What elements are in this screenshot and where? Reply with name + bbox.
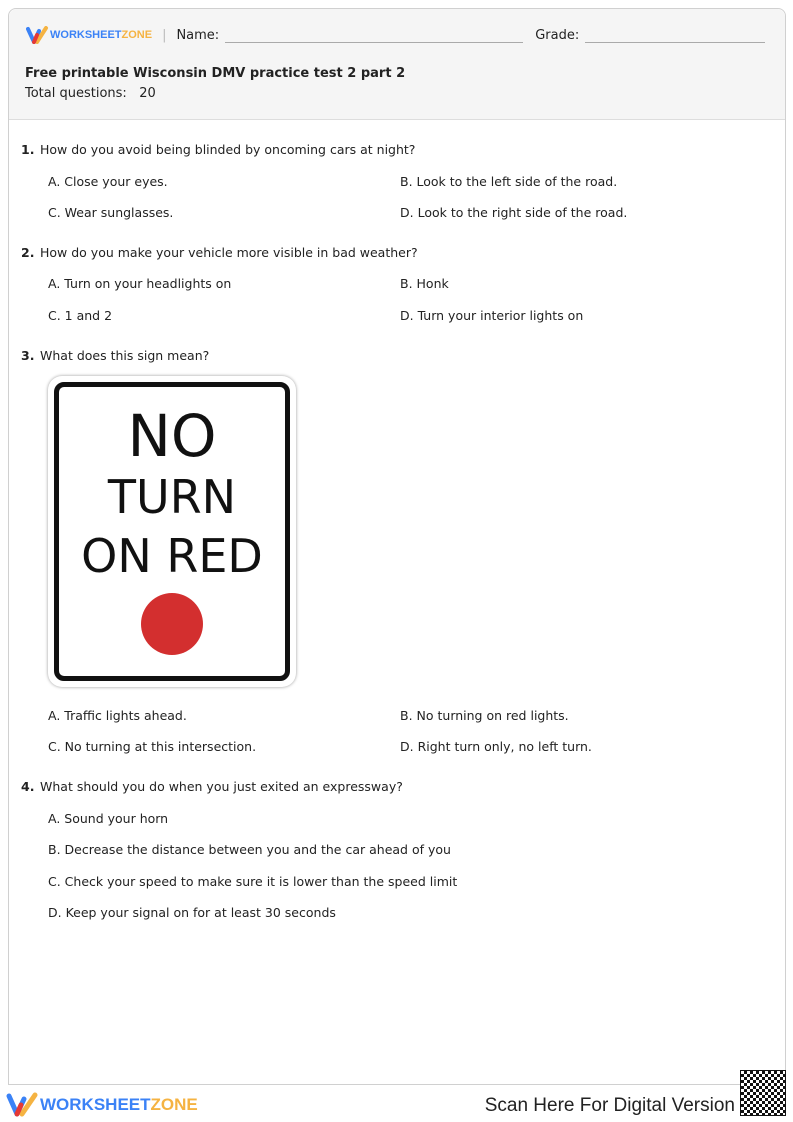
grade-field[interactable] <box>585 28 765 43</box>
option[interactable]: B. Honk <box>400 276 449 291</box>
option[interactable]: B. No turning on red lights. <box>400 708 569 723</box>
red-circle-icon <box>141 593 203 655</box>
scan-text: Scan Here For Digital Version <box>484 1095 735 1116</box>
option[interactable]: A. Close your eyes. <box>48 174 168 189</box>
question-2: 2. How do you make your vehicle more visible in bad weather? <box>21 245 418 260</box>
option[interactable]: C. Wear sunglasses. <box>48 205 174 220</box>
name-label: Name: <box>176 27 220 43</box>
option[interactable]: D. Turn your interior lights on <box>400 308 584 323</box>
logo-icon <box>6 1092 40 1118</box>
page-title: Free printable Wisconsin DMV practice test 2 part 2 <box>25 66 406 81</box>
option[interactable]: A. Sound your horn <box>48 811 169 826</box>
footer-brand-logo: WORKSHEET ZONE <box>6 1092 198 1118</box>
option[interactable]: A. Traffic lights ahead. <box>48 708 187 723</box>
name-field[interactable] <box>225 28 523 43</box>
logo-icon <box>26 26 50 44</box>
option[interactable]: D. Right turn only, no left turn. <box>400 739 592 754</box>
option[interactable]: C. Check your speed to make sure it is lower than the speed limit <box>48 874 458 889</box>
option[interactable]: D. Keep your signal on for at least 30 seconds <box>48 905 336 920</box>
option[interactable]: C. No turning at this intersection. <box>48 739 257 754</box>
qr-code-icon[interactable] <box>740 1070 786 1116</box>
brand-logo: WORKSHEET ZONE <box>26 26 152 44</box>
grade-label: Grade: <box>535 27 580 43</box>
worksheet-header: WORKSHEET ZONE | Name: Grade: Free printable Wisconsin DMV practice test 2 part 2 Total questions: 20 <box>9 9 785 120</box>
option[interactable]: D. Look to the right side of the road. <box>400 205 628 220</box>
question-3: 3. What does this sign mean? <box>21 348 210 363</box>
option[interactable]: C. 1 and 2 <box>48 308 113 323</box>
no-turn-on-red-sign: NO TURN ON RED <box>48 376 296 687</box>
question-4: 4. What should you do when you just exited an expressway? <box>21 779 403 794</box>
total-questions: Total questions: 20 <box>25 86 156 101</box>
option[interactable]: B. Decrease the distance between you and the car ahead of you <box>48 842 451 857</box>
option[interactable]: A. Turn on your headlights on <box>48 276 232 291</box>
question-1: 1. How do you avoid being blinded by oncoming cars at night? <box>21 142 416 157</box>
option[interactable]: B. Look to the left side of the road. <box>400 174 618 189</box>
